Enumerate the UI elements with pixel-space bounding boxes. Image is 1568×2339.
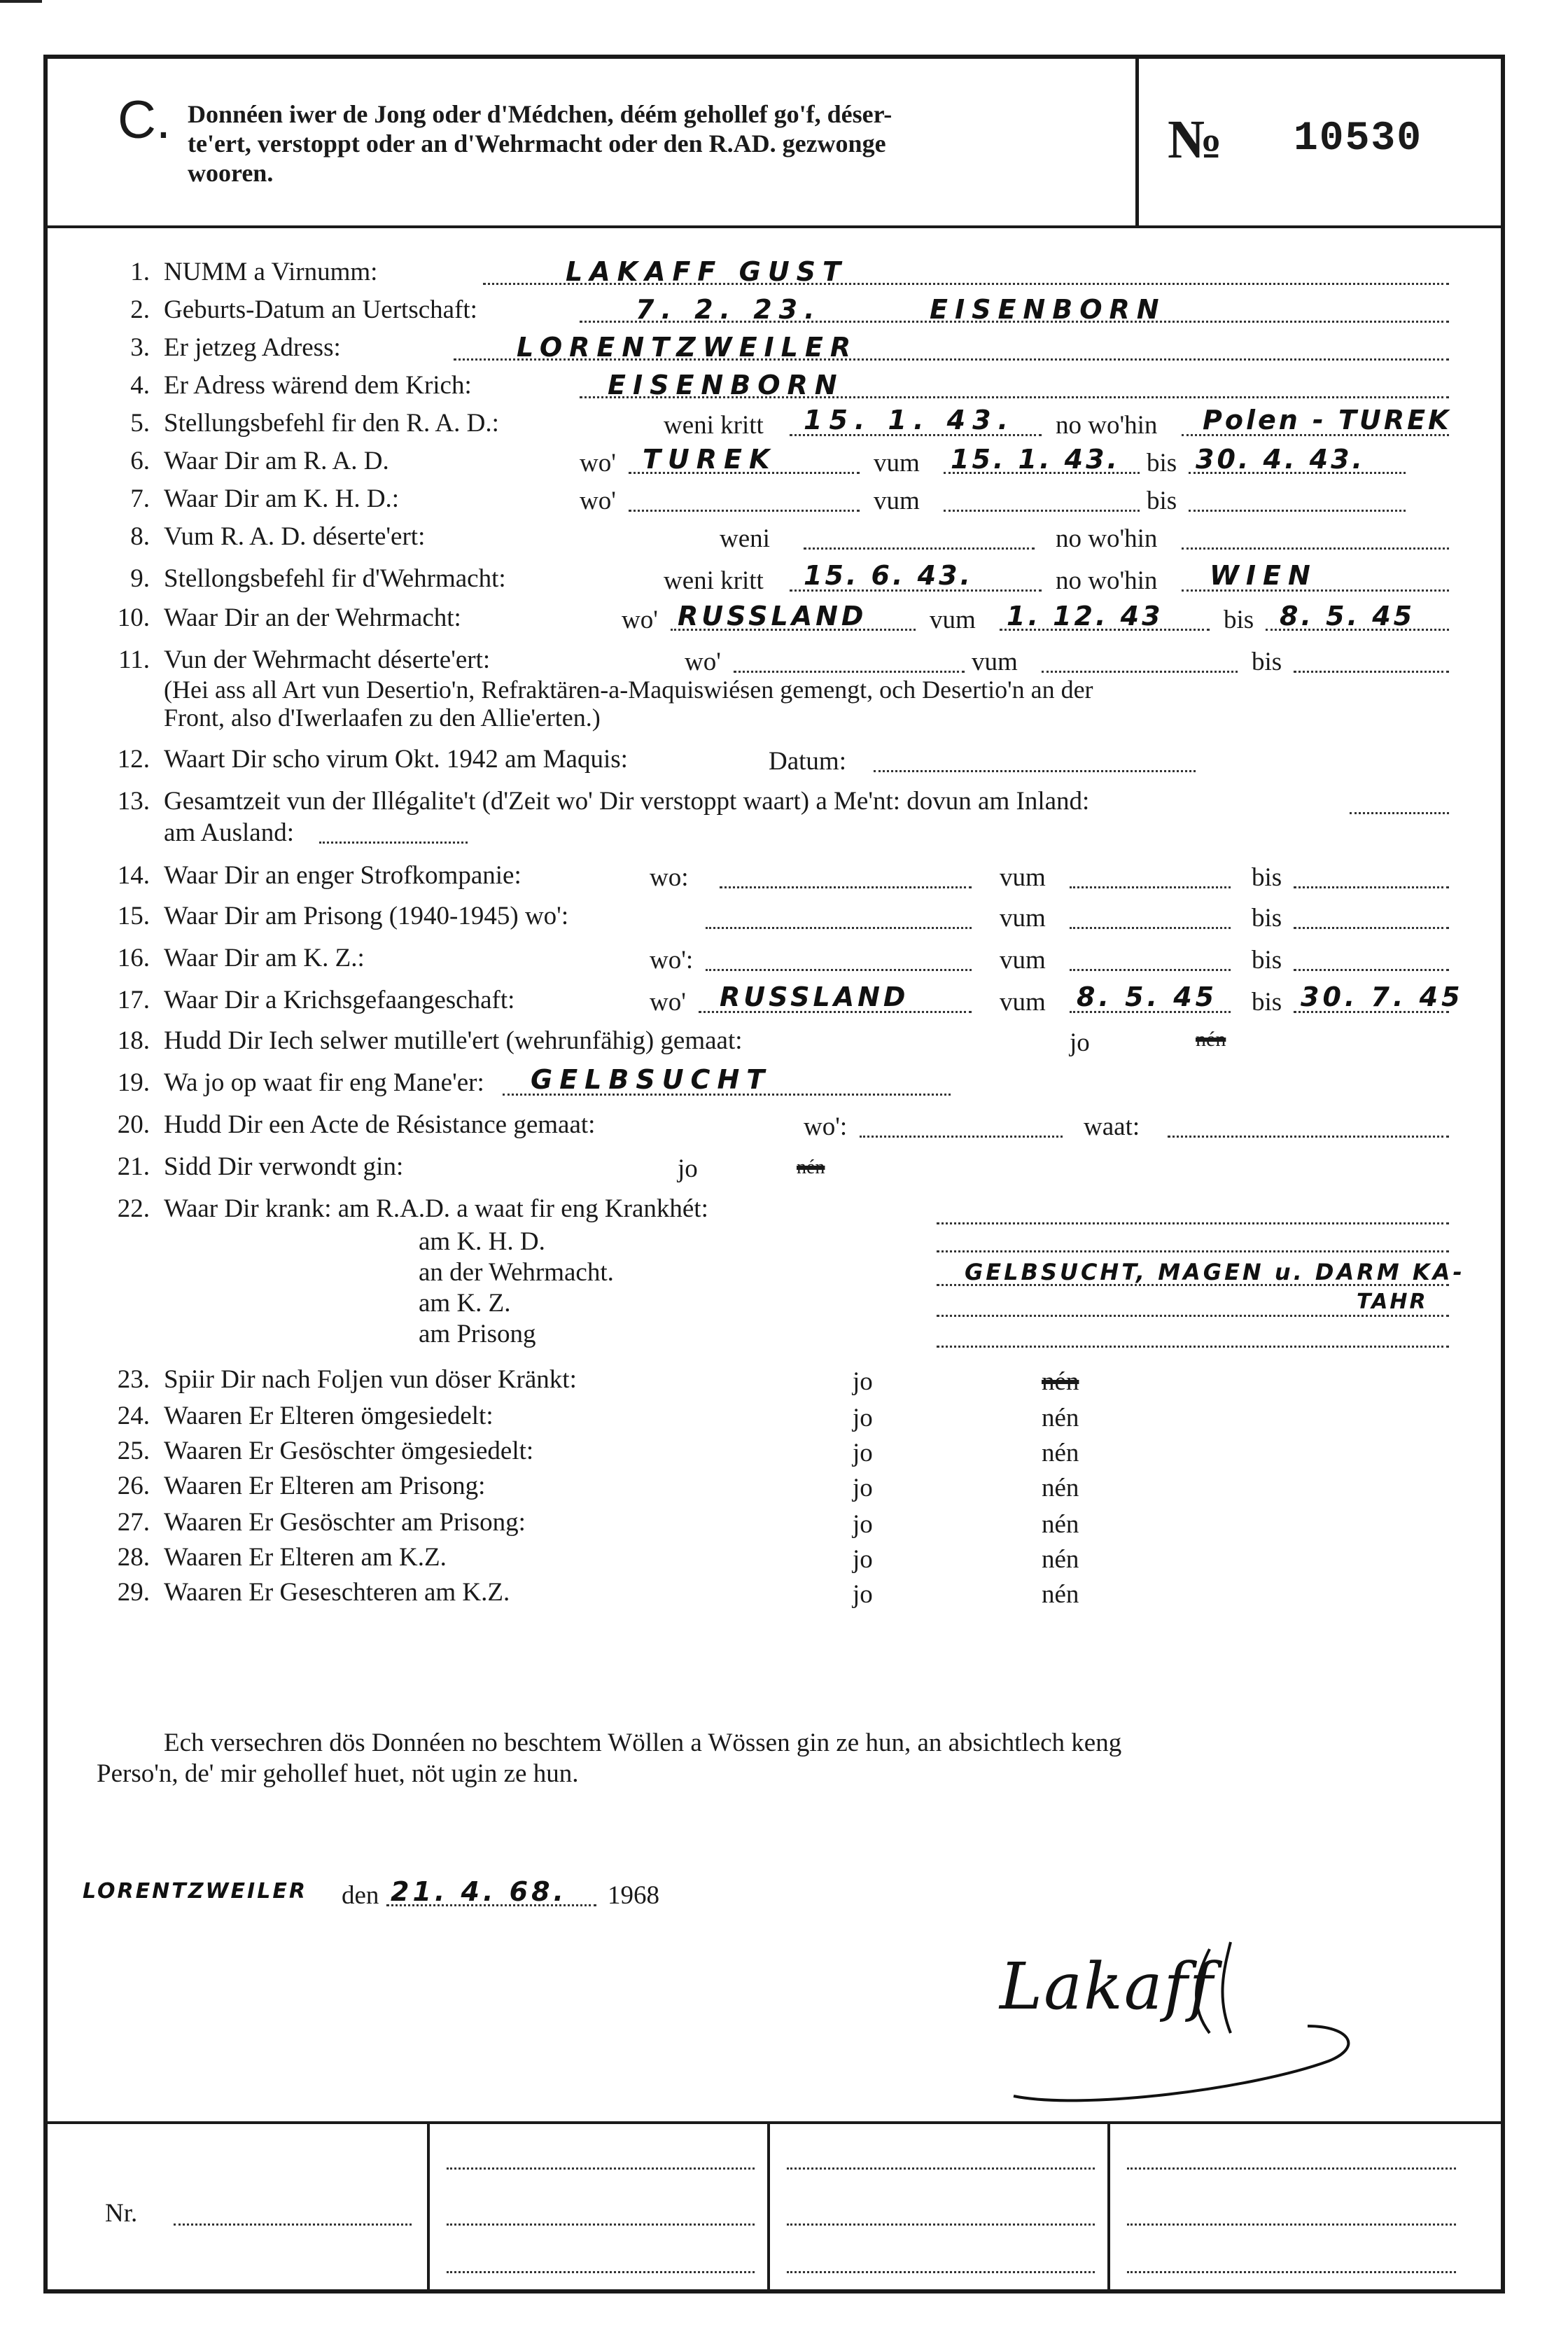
form-row-9: 9. Stellongsbefehl fir d'Wehrmacht:: [130, 564, 506, 593]
field-line: [1042, 671, 1238, 673]
field-line: [937, 1315, 1449, 1317]
form-row-1: 1. NUMM a Virnumm:: [130, 258, 378, 286]
wehr-order-date: 15. 6. 43.: [804, 560, 973, 591]
answer-nen-struck: nén: [1042, 1367, 1079, 1396]
rad-where: TUREK: [643, 444, 777, 475]
field-line: [1350, 812, 1449, 814]
form-row-22: 22. Waar Dir krank: am R.A.D. a waat fir eng Krankhét:: [117, 1194, 708, 1223]
form-row-29: 29. Waaren Er Geseschteren am K.Z.: [117, 1578, 510, 1607]
rad-order-date: 15. 1. 43.: [804, 405, 1015, 435]
nr-label: Nr.: [105, 2199, 138, 2228]
name-value: LAKAFF GUST: [566, 256, 848, 287]
field-line: [1294, 886, 1449, 888]
field-line: [1189, 510, 1406, 512]
number-sign: №: [1168, 109, 1223, 169]
row11-note: Front, also d'Iwerlaafen zu den Allie'erten.): [164, 704, 601, 732]
field-line: [937, 1250, 1449, 1252]
form-row-12: 12. Waart Dir scho virum Okt. 1942 am Maquis:: [117, 745, 628, 774]
top-edge-line: [0, 0, 42, 3]
field-line: [1182, 547, 1449, 550]
field-line: [720, 886, 972, 888]
sign-place: LORENTZWEILER: [83, 1879, 307, 1904]
wehr-where: RUSSLAND: [678, 601, 867, 631]
declaration-line-1: Ech versechren dös Donnéen no beschtem Wöllen a Wössen gin ze hun, an absichtlech keng: [164, 1729, 1122, 1757]
form-row-8: 8. Vum R. A. D. déserte'ert:: [130, 522, 426, 551]
form-row-24: 24. Waaren Er Elteren ömgesiedelt:: [117, 1402, 493, 1430]
form-row-21: 21. Sidd Dir verwondt gin:: [117, 1152, 404, 1181]
sign-date: 21. 4. 68.: [391, 1876, 567, 1907]
field-line: [319, 842, 468, 844]
war-address-value: EISENBORN: [608, 370, 844, 400]
form-row-28: 28. Waaren Er Elteren am K.Z.: [117, 1543, 447, 1572]
field-line: [1294, 969, 1449, 971]
form-row-7: 7. Waar Dir am K. H. D.:: [130, 484, 400, 513]
answer-nen-struck: nén: [797, 1157, 825, 1178]
form-row-16: 16. Waar Dir am K. Z.:: [117, 944, 365, 972]
rad-order-place: Polen - TUREK: [1203, 405, 1452, 435]
form-frame: C. Donnéen iwer de Jong oder d'Médchen, déém gehollef go'f, déser- te'ert, verstoppt oder an d'Wehrmacht oder den R.AD. gezwonge wooren. № 10530 1. NUMM a Virnumm: LAKAFF GUST 2. Geburts-Datum an Uertschaft: 7. 2. 23. EISENBORN 3. Er jetzeg Adress: LORENTZWEILER 4. Er Adress wärend dem Krich: EISENBORN 5. Stellungsbefehl fir den R. A. D.: weni kritt 15. 1. 43. no wo'hin Polen - TUREK 6. Waar Dir am R. A. D. wo' TUREK vum 15. 1. 43. bis 30. 4. 43. 7. Waar Dir am K. H. D.: wo' vum bis 8. Vum R. A. D. déserte'ert: weni no wo'hin 9. Stellongsbefehl fir d'Wehrmacht: weni kritt 15. 6. 43. no wo'hin WIEN 10. Waar Dir an der Wehrmacht: wo' RUSSLAND vum 1. 12. 43 bis 8. 5. 45 11. Vun der Wehrmacht déserte'ert: wo' vum bis (Hei ass all Art vun Desertio'n, Refraktären-a-Maquiswiésen gemengt, och Desertio'n an der Front, also d'Iwerlaafen zu den Allie'erten.) 12. Waart Dir scho virum Okt. 1942 am Maquis: Datum: 13. Gesamtzeit vun der Illégalite't (d'Zeit wo' Dir verstoppt waart) a Me'nt: dovun am Inland: am Ausland: 14. Waar Dir an enger Strofkompanie: wo: vum bis 15. Waar Dir am Prisong (1940-1945) wo': vum bis 16. Waar Dir am K. Z.: wo': vum bis 17. Waar Dir a Krichsgefaangeschaft: wo' RUSSLAND vum 8. 5. 45 bis 30. 7. 45 18. Hudd Dir Iech selwer mutille'ert (wehrunfähig) gemaat: jo nén 19. Wa jo op waat fir eng Mane'er: GELBSUCHT 20. Hudd Dir een Acte de Résistance gemaat: wo': waat: 21. Sidd Dir verwondt gin: jo nén 22. Waar Dir krank: am R.A.D. a waat fir eng Krankhét: am K. H. D. an der Wehrmacht. am K. Z. am Prisong GELBSUCHT, MAGEN u. DARM KA- TAHR 23. Spiir Dir nach Foljen vun döser Kränkt: jo nén 24. Waaren Er Elteren ömgesiedelt: jo nén 25. Waaren Er Gesöschter ömgesiedelt: jo nén 26. Waaren Er Elteren am Prisong: jo nén 27. Waaren Er Gesöschter am Prisong: jo nén 28. Waaren Er Elteren am K.Z. jo nén 29. Waaren Er Geseschteren am K.Z. jo nén Ech versechren dös Donnéen no beschtem Wöllen a Wössen gin ze hun, an absichtlech keng Perso'n, de' mir gehollef huet, nöt ugin ze hun. LORENTZWEILER den 21. 4. 68. 1968 Lakaff Nr.: [43, 55, 1505, 2293]
wehr-from: 1. 12. 43: [1007, 601, 1163, 631]
section-letter: C.: [118, 90, 171, 150]
birth-place-value: EISENBORN: [930, 294, 1166, 325]
form-header: [48, 59, 1501, 228]
form-row-18: 18. Hudd Dir Iech selwer mutille'ert (wehrunfähig) gemaat:: [117, 1026, 743, 1055]
field-line: [706, 927, 972, 929]
mutilation-manner: GELBSUCHT: [531, 1064, 772, 1095]
field-line: [1070, 886, 1231, 888]
rad-to: 30. 4. 43.: [1196, 444, 1365, 475]
field-line: [804, 547, 1035, 550]
wehr-to: 8. 5. 45: [1280, 601, 1415, 631]
form-title: Donnéen iwer de Jong oder d'Médchen, déém gehollef go'f, déser- te'ert, verstoppt oder an d'Wehrmacht oder den R.AD. gezwonge wooren.: [188, 100, 892, 187]
form-row-20: 20. Hudd Dir een Acte de Résistance gemaat:: [117, 1110, 596, 1139]
bottom-grid: [48, 2121, 1501, 2292]
form-row-25: 25. Waaren Er Gesöschter ömgesiedelt:: [117, 1437, 534, 1465]
rad-from: 15. 1. 43.: [951, 444, 1120, 475]
signature-text: Lakaff: [1000, 1949, 1214, 2024]
form-row-15: 15. Waar Dir am Prisong (1940-1945) wo':: [117, 902, 569, 930]
field-line: [944, 510, 1140, 512]
form-row-17: 17. Waar Dir a Krichsgefaangeschaft:: [117, 986, 515, 1014]
signature: [1000, 1921, 1364, 2131]
form-row-6: 6. Waar Dir am R. A. D.: [130, 447, 389, 475]
row11-note: (Hei ass all Art vun Desertio'n, Refraktären-a-Maquiswiésen gemengt, och Desertio'n an der: [164, 676, 1093, 704]
form-row-13: 13. Gesamtzeit vun der Illégalite't (d'Zeit wo' Dir verstoppt waart) a Me'nt: dovun am Inland:: [117, 787, 1090, 816]
form-row-4: 4. Er Adress wärend dem Krich:: [130, 371, 472, 400]
field-line: [937, 1222, 1449, 1224]
declaration-line-2: Perso'n, de' mir gehollef huet, nöt ugin ze hun.: [97, 1759, 579, 1788]
address-value: LORENTZWEILER: [517, 332, 858, 363]
field-line: [1070, 927, 1231, 929]
field-line: [1294, 927, 1449, 929]
form-row-26: 26. Waaren Er Elteren am Prisong:: [117, 1472, 486, 1500]
wehr-order-place: WIEN: [1210, 560, 1317, 591]
form-row-19: 19. Wa jo op waat fir eng Mane'er:: [117, 1068, 484, 1097]
form-row-2: 2. Geburts-Datum an Uertschaft:: [130, 295, 477, 324]
form-number: 10530: [1294, 116, 1423, 162]
field-line: [937, 1346, 1449, 1348]
field-line: [1294, 671, 1449, 673]
birth-date-value: 7. 2. 23.: [636, 294, 822, 325]
form-row-10: 10. Waar Dir an der Wehrmacht:: [117, 603, 461, 632]
field-line: [1168, 1136, 1449, 1138]
field-line: [860, 1136, 1063, 1138]
pow-from: 8. 5. 45: [1077, 982, 1218, 1012]
answer-nen-struck: nén: [1196, 1028, 1226, 1051]
field-line: [706, 969, 972, 971]
field-line: [1070, 969, 1231, 971]
illness-wehrmacht: GELBSUCHT, MAGEN u. DARM KA-: [965, 1259, 1465, 1285]
field-line: [874, 770, 1196, 772]
form-row-3: 3. Er jetzeg Adress:: [130, 333, 341, 362]
form-row-23: 23. Spiir Dir nach Foljen vun döser Kränkt:: [117, 1365, 577, 1394]
form-row-11: 11. Vun der Wehrmacht déserte'ert:: [118, 645, 491, 674]
illness-continued: TAHR: [1357, 1290, 1428, 1314]
form-row-14: 14. Waar Dir an enger Strofkompanie:: [117, 861, 522, 890]
field-line: [734, 671, 965, 673]
pow-to: 30. 7. 45: [1301, 982, 1464, 1012]
pow-where: RUSSLAND: [720, 982, 909, 1012]
header-divider: [1135, 59, 1139, 225]
form-row-27: 27. Waaren Er Gesöschter am Prisong:: [117, 1508, 526, 1537]
field-line: [629, 510, 860, 512]
form-row-5: 5. Stellungsbefehl fir den R. A. D.:: [130, 409, 499, 438]
